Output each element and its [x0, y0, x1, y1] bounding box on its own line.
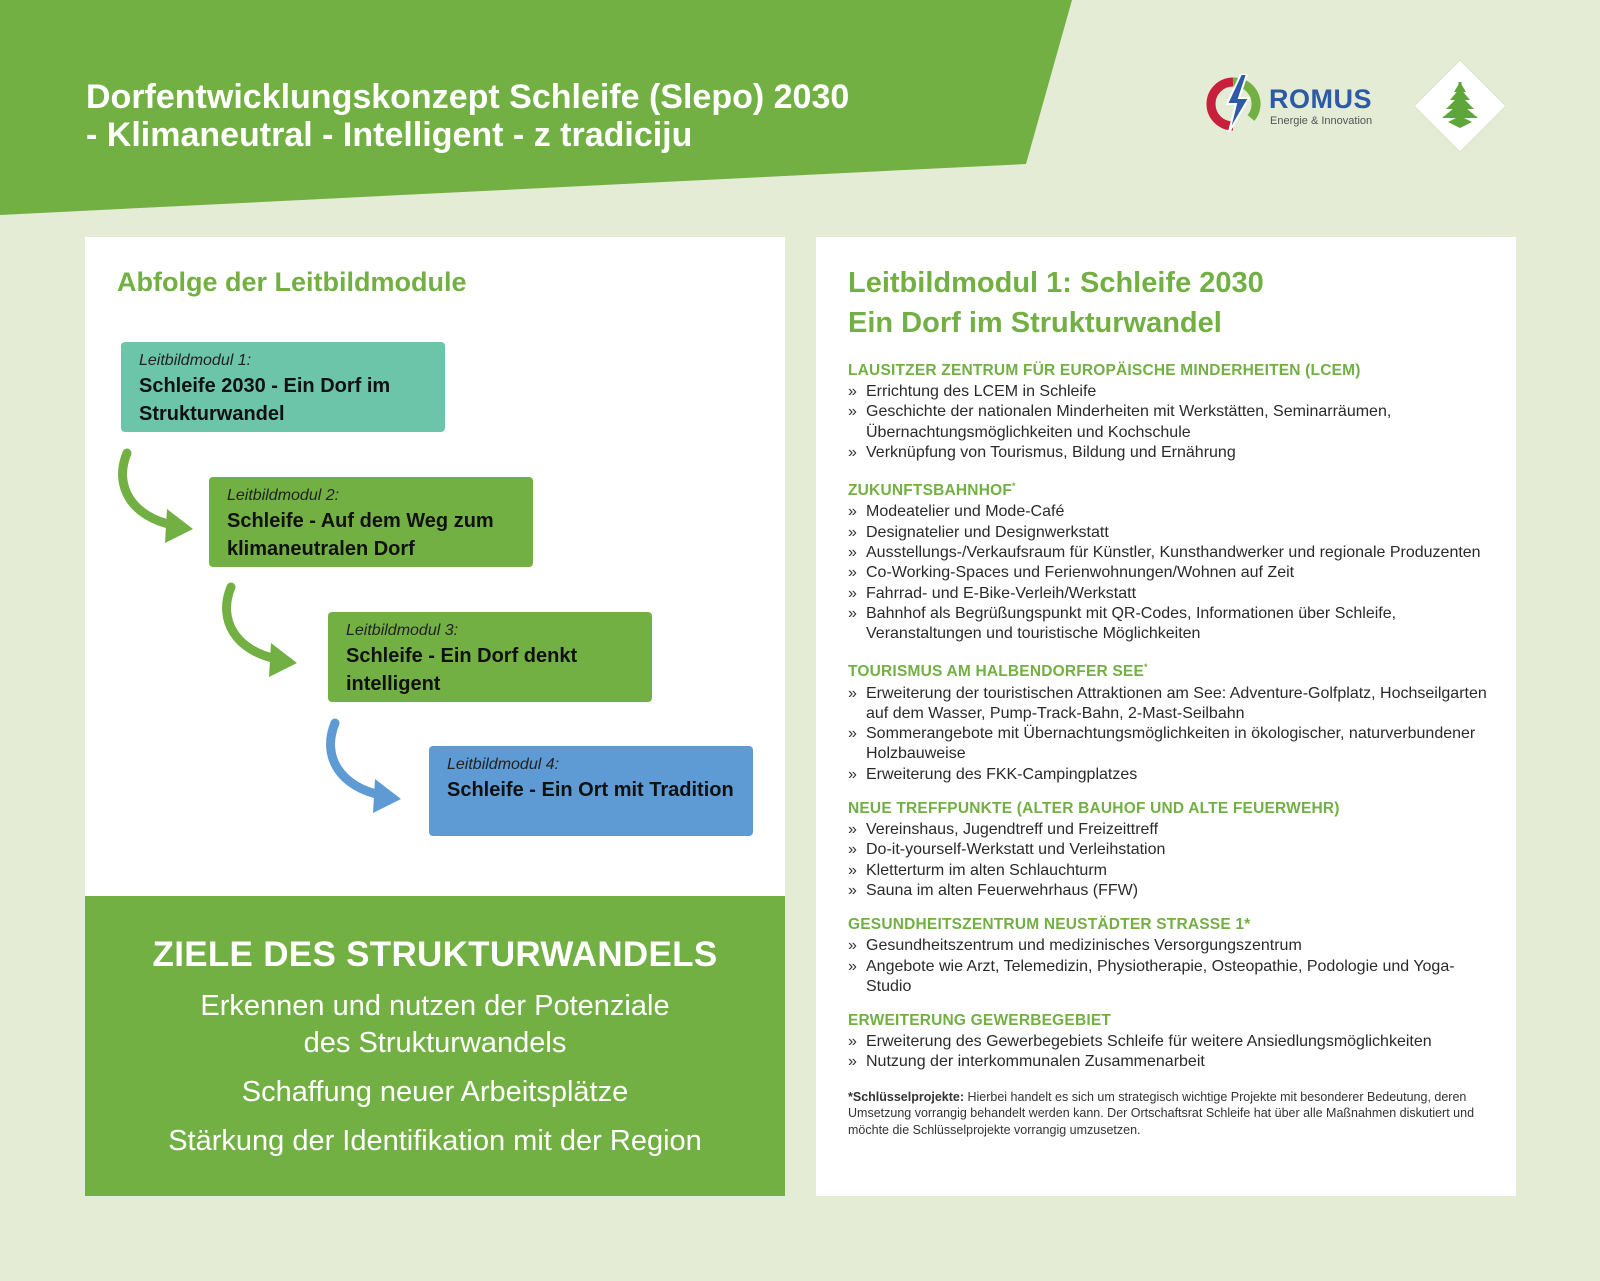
key-project-mark: *	[1012, 481, 1016, 492]
page-title	[86, 78, 849, 154]
lightning-bolt-icon	[1205, 74, 1261, 134]
page-title-line-1: Dorfentwicklungskonzept Schleife (Slepo) 2030	[86, 78, 850, 116]
category-heading-text: ZUKUNFTSBAHNHOF	[848, 482, 1013, 500]
romus-tagline: Energie & Innovation	[1270, 115, 1373, 127]
tree-diamond-icon	[1412, 58, 1508, 154]
module-title: Schleife - Ein Dorf denkt intelligent	[346, 645, 578, 695]
goal-item: Schaffung neuer Arbeitsplätze	[241, 1076, 629, 1108]
goal-item: Stärkung der Identifikation mit der Region	[168, 1125, 702, 1157]
list-item: » Errichtung des LCEM in Schleife	[848, 382, 1496, 402]
module-box-4	[429, 746, 753, 836]
list-item: » Kletterturm im alten Schlauchturm	[848, 861, 1496, 881]
category-heading	[848, 1011, 1496, 1030]
module-title: Schleife - Ein Ort mit Tradition	[447, 779, 734, 801]
list-item: » Erweiterung des Gewerbegebiets Schleife für weitere Ansiedlungsmöglichkeiten	[848, 1032, 1496, 1052]
module-title: Schleife - Auf dem Weg zum klimaneutralen Dorf	[227, 510, 494, 560]
category-heading-text: GESUNDHEITSZENTRUM NEUSTÄDTER STRASSE 1*	[848, 916, 1251, 934]
goals-panel	[85, 896, 785, 1196]
category-heading	[848, 915, 1496, 934]
list-item: » Gesundheitszentrum und medizinisches Versorgungszentrum	[848, 936, 1496, 956]
category-heading	[848, 658, 1496, 681]
category-list	[848, 502, 1496, 644]
module-title: Schleife 2030 - Ein Dorf im Strukturwandel	[139, 375, 391, 425]
key-project-mark: *	[1144, 662, 1148, 673]
category-heading-text: ERWEITERUNG GEWERBEGEBIET	[848, 1012, 1112, 1030]
category-heading-text: TOURISMUS AM HALBENDORFER SEE	[848, 663, 1145, 681]
list-item: » Modeatelier und Mode-Café	[848, 502, 1496, 522]
category-list	[848, 820, 1496, 901]
list-item: » Geschichte der nationalen Minderheiten mit Werkstätten, Seminarräumen, Übernachtungsmöglichkeiten und Kochschule	[848, 402, 1496, 443]
category-list	[848, 1032, 1496, 1073]
list-item: » Ausstellungs-/Verkaufsraum für Künstler, Kunsthandwerker und regionale Produzenten	[848, 543, 1496, 563]
list-item: » Do-it-yourself-Werkstatt und Verleihstation	[848, 840, 1496, 860]
romus-logo	[1205, 74, 1395, 134]
romus-name: ROMUS	[1269, 84, 1372, 114]
module1-title-line-2: Ein Dorf im Strukturwandel	[848, 307, 1222, 339]
sequence-title: Abfolge der Leitbildmodule	[117, 267, 467, 297]
list-item: » Bahnhof als Begrüßungspunkt mit QR-Codes, Informationen über Schleife, Veranstaltungen und touristische Möglichkeiten	[848, 604, 1496, 645]
module1-title	[848, 263, 1264, 343]
category-list	[848, 936, 1496, 997]
footnote	[848, 1089, 1496, 1139]
module-box-3	[328, 612, 652, 702]
list-item: » Erweiterung der touristischen Attraktionen am See: Adventure-Golfplatz, Hochseilgarten auf dem Wasser, Pump-Track-Bahn, 2-Mast-Seilbahn	[848, 684, 1496, 725]
module-box-2	[209, 477, 533, 567]
category-heading	[848, 799, 1496, 818]
category-heading-text: LAUSITZER ZENTRUM FÜR EUROPÄISCHE MINDERHEITEN (LCEM)	[848, 362, 1361, 379]
list-item: » Nutzung der interkommunalen Zusammenarbeit	[848, 1052, 1496, 1072]
module-label: Leitbildmodul 2:	[227, 487, 340, 504]
curved-arrow-icon	[321, 717, 411, 817]
list-item: » Verknüpfung von Tourismus, Bildung und Ernährung	[848, 443, 1496, 463]
goal-item: Erkennen und nutzen der Potenziale des Strukturwandels	[200, 990, 670, 1059]
list-item: » Sommerangebote mit Übernachtungsmöglichkeiten in ökologischer, naturverbundener Holzbauweise	[848, 724, 1496, 765]
category-heading	[848, 477, 1496, 500]
list-item: » Designatelier und Designwerkstatt	[848, 523, 1496, 543]
goals-list	[85, 988, 785, 1160]
footnote-label: *Schlüsselprojekte:	[848, 1089, 965, 1104]
footnote-text: Hierbei handelt es sich um strategisch wichtige Projekte mit besonderer Bedeutung, deren Umsetzung vorrangig behandelt werden kann. Der Ortschaftsrat Schleife hat über alle Maßnahmen diskutiert und möchte die Schlüsselprojekte vorrangig umzusetzen.	[848, 1089, 1475, 1137]
category-heading-text: NEUE TREFFPUNKTE (ALTER BAUHOF UND ALTE FEUERWEHR)	[848, 800, 1340, 818]
module1-title-line-1: Leitbildmodul 1: Schleife 2030	[848, 267, 1264, 299]
module-label: Leitbildmodul 3:	[346, 622, 459, 639]
module1-categories	[848, 361, 1496, 1138]
curved-arrow-icon	[217, 581, 307, 681]
curved-arrow-icon	[113, 447, 203, 547]
list-item: » Angebote wie Arzt, Telemedizin, Physiotherapie, Osteopathie, Podologie und Yoga-Studio	[848, 957, 1496, 998]
goals-title: ZIELE DES STRUKTURWANDELS	[152, 935, 718, 974]
module1-detail-panel	[816, 237, 1516, 1196]
module-label: Leitbildmodul 1:	[139, 352, 252, 369]
page-title-line-2: - Klimaneutral - Intelligent - z tradiciju	[86, 116, 693, 154]
module-label: Leitbildmodul 4:	[447, 756, 560, 773]
list-item: » Vereinshaus, Jugendtreff und Freizeittreff	[848, 820, 1496, 840]
list-item: » Co-Working-Spaces und Ferienwohnungen/Wohnen auf Zeit	[848, 563, 1496, 583]
list-item: » Erweiterung des FKK-Campingplatzes	[848, 765, 1496, 785]
category-list	[848, 684, 1496, 785]
category-list	[848, 382, 1496, 463]
list-item: » Sauna im alten Feuerwehrhaus (FFW)	[848, 881, 1496, 901]
list-item: » Fahrrad- und E-Bike-Verleih/Werkstatt	[848, 584, 1496, 604]
module-box-1	[121, 342, 445, 432]
module-sequence-panel	[85, 237, 785, 897]
category-heading	[848, 361, 1496, 380]
